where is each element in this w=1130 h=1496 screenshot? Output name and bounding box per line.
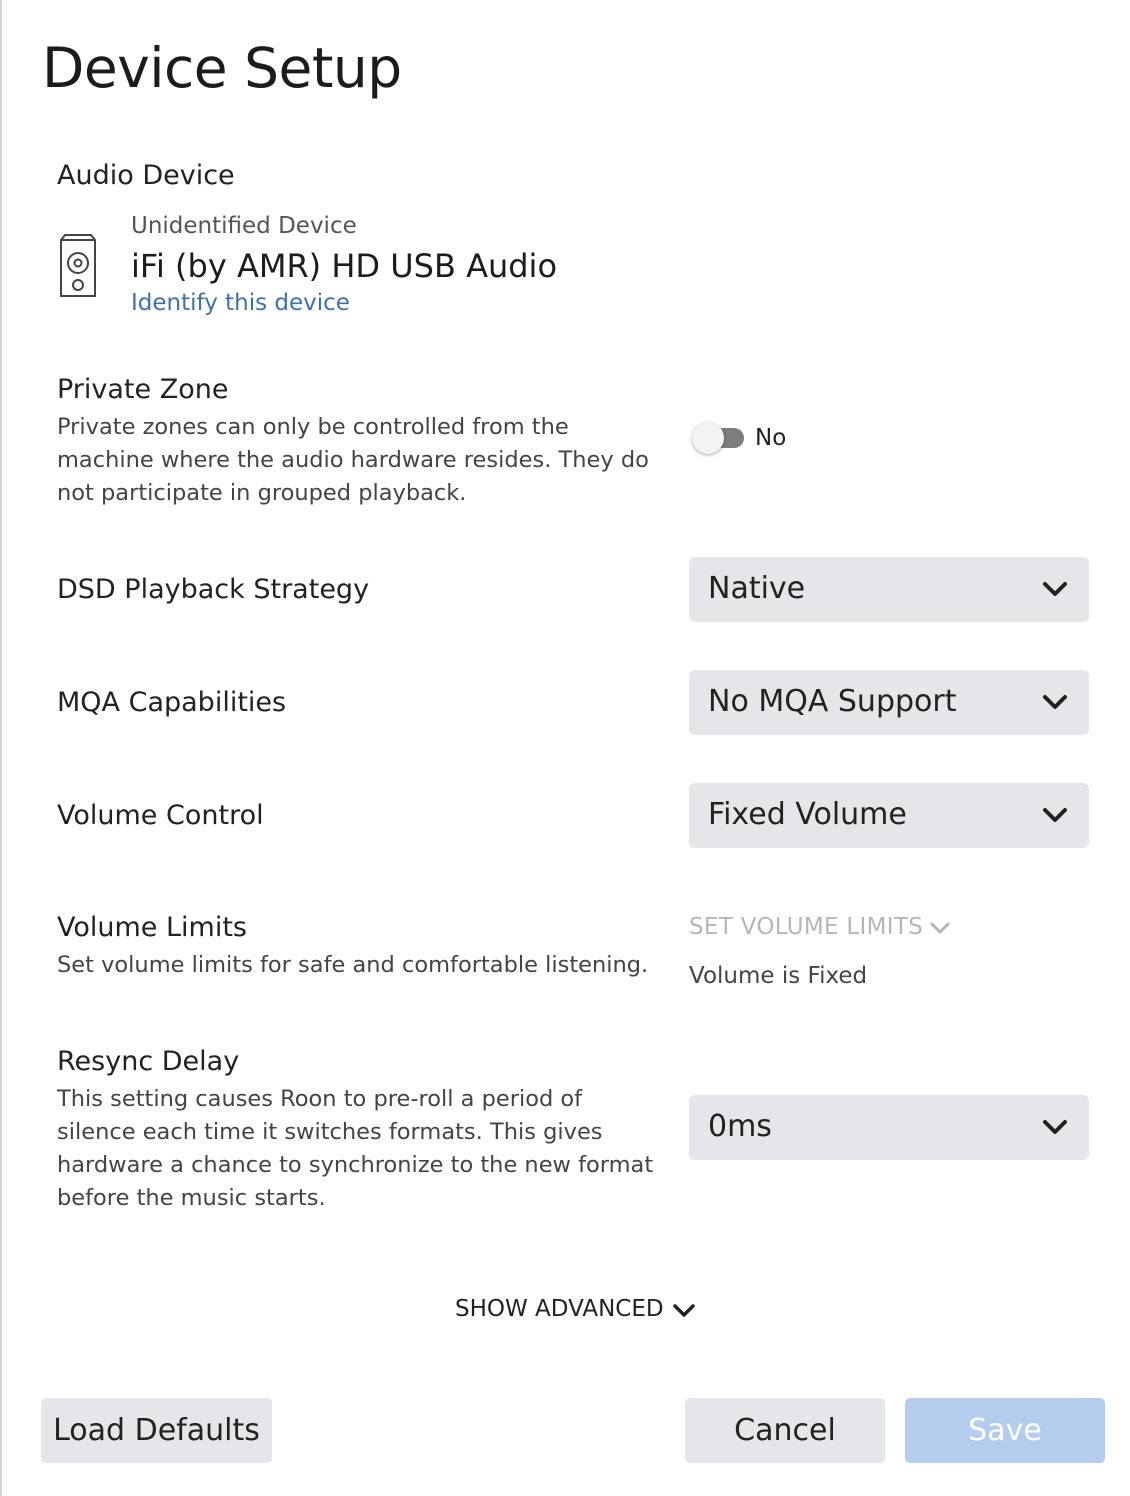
- volume-limits-label: Volume Limits: [57, 912, 248, 943]
- chevron-down-icon: [1041, 1117, 1069, 1137]
- device-name: iFi (by AMR) HD USB Audio: [131, 247, 558, 285]
- save-button[interactable]: Save: [905, 1398, 1105, 1463]
- volume-limits-status: Volume is Fixed: [689, 963, 868, 989]
- dsd-playback-label: DSD Playback Strategy: [57, 574, 370, 605]
- private-zone-description: Private zones can only be controlled from the machine where the audio hardware resides. They do not participate in grouped playback.: [57, 414, 649, 506]
- private-zone-toggle[interactable]: [692, 422, 744, 454]
- identify-device-link[interactable]: Identify this device: [131, 290, 350, 316]
- resync-delay-value: 0ms: [708, 1109, 772, 1144]
- toggle-knob: [692, 422, 724, 454]
- show-advanced-button[interactable]: [455, 1296, 696, 1322]
- private-zone-value: No: [755, 425, 787, 451]
- volume-control-select[interactable]: [689, 783, 1089, 848]
- chevron-down-icon: [1041, 579, 1069, 599]
- dsd-playback-select[interactable]: [689, 557, 1089, 622]
- chevron-down-icon: [929, 921, 951, 935]
- chevron-down-icon: [1041, 805, 1069, 825]
- mqa-value: No MQA Support: [708, 684, 957, 719]
- volume-control-value: Fixed Volume: [708, 797, 907, 832]
- audio-device-label: Audio Device: [57, 160, 235, 191]
- cancel-button[interactable]: Cancel: [685, 1398, 885, 1463]
- speaker-icon: [56, 232, 100, 300]
- mqa-select[interactable]: [689, 670, 1089, 735]
- page-title: Device Setup: [42, 36, 402, 100]
- resync-delay-select[interactable]: [689, 1095, 1089, 1160]
- set-volume-limits-label: SET VOLUME LIMITS: [689, 914, 924, 940]
- chevron-down-icon: [1041, 692, 1069, 712]
- show-advanced-label: SHOW ADVANCED: [455, 1296, 664, 1322]
- resync-delay-label: Resync Delay: [57, 1046, 240, 1077]
- set-volume-limits-button[interactable]: [689, 914, 951, 940]
- load-defaults-button[interactable]: Load Defaults: [41, 1398, 272, 1463]
- chevron-down-icon: [672, 1302, 696, 1318]
- mqa-label: MQA Capabilities: [57, 687, 287, 718]
- volume-limits-description: Set volume limits for safe and comfortable listening.: [57, 952, 649, 978]
- private-zone-label: Private Zone: [57, 374, 229, 405]
- device-status: Unidentified Device: [131, 213, 357, 239]
- volume-control-label: Volume Control: [57, 800, 264, 831]
- dsd-playback-value: Native: [708, 571, 806, 606]
- resync-delay-description: This setting causes Roon to pre-roll a period of silence each time it switches formats. This gives hardware a chance to synchronize to the new format before the music starts.: [57, 1086, 654, 1211]
